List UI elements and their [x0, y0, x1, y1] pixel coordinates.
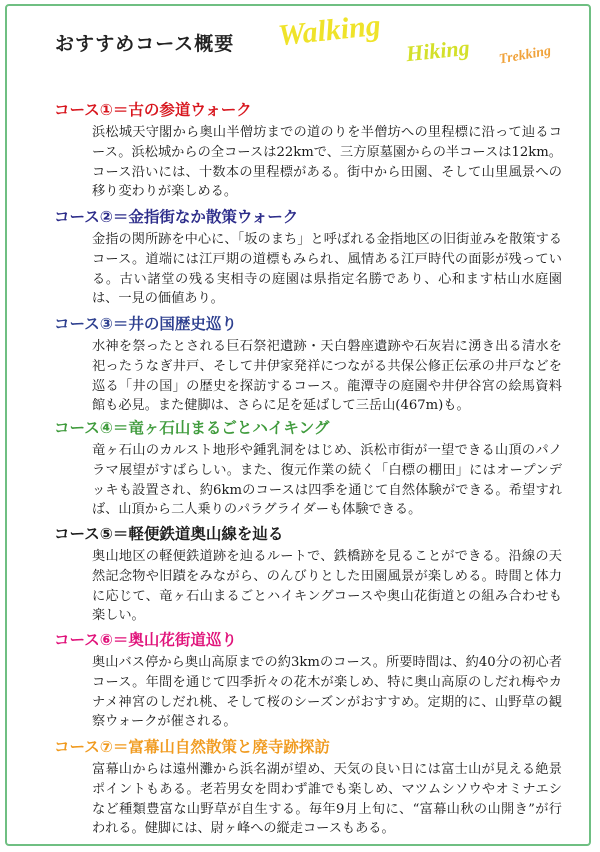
- course-description: 奥山バス停から奥山高原までの約3kmのコース。所要時間は、約40分の初心者コース。年間を通じて四季折々の花木が楽しめ、特に奥山高原のしだれ梅やカナメ神宮のしだれ桃、そして桜のシーズンがおすすめ。定期的に、山野草の観察ウォークが催される。: [92, 655, 562, 730]
- course-3: [36, 314, 576, 416]
- course-heading: コース⑦＝富幕山自然散策と廃寺跡探訪: [54, 738, 330, 756]
- course-6: [36, 630, 576, 732]
- course-description: 水神を祭ったとされる巨石祭祀遺跡・天白磐座遺跡や石灰岩に湧き出る清水を祀ったうなぎ井戸、そして井伊家発祥につながる共保公修正伝承の井戸などを巡る「井の国」の歴史を探訪するコース。龍潭寺の庭園や井伊谷宮の絵馬資料館も必見。また健脚は、さらに足を延ばして三岳山(467m)も。: [92, 339, 562, 414]
- course-7: [36, 737, 576, 839]
- course-description: 浜松城天守閣から奥山半僧坊までの道のりを半僧坊への里程標に沿って辿るコース。浜松城からの全コースは22kmで、三方原墓園からの半コースは12km。コース沿いには、十数本の里程標がある。街中から田園、そして山里風景への移り変わりが楽しめる。: [92, 125, 562, 200]
- course-heading: コース②＝金指街なか散策ウォーク: [54, 208, 299, 226]
- course-description: 奥山地区の軽便鉄道跡を辿るルートで、鉄橋跡を見ることができる。沿線の天然記念物や旧蹟をみながら、のんびりとした田園風景が楽しめる。時間と体力に応じて、竜ヶ石山まるごとハイキングコースや奥山花街道との組み合わせも楽しい。: [92, 549, 562, 624]
- course-1: [36, 100, 576, 202]
- page-title: おすすめコース概要: [55, 33, 235, 55]
- trekking-decoration: Trekking: [498, 43, 553, 68]
- hiking-decoration: Hiking: [404, 34, 471, 67]
- course-heading: コース⑤＝軽便鉄道奥山線を辿る: [54, 525, 284, 543]
- course-2: [36, 207, 576, 309]
- course-description: 金指の関所跡を中心に、「坂のまち」と呼ばれる金指地区の旧街並みを散策するコース。道端には江戸期の道標もみられ、風情ある江戸時代の面影が残っている。古い諸堂の残る実相寺の庭園は県指定名勝であり、心和ます枯山水庭園は、一見の価値あり。: [92, 232, 562, 307]
- course-heading: コース①＝古の参道ウォーク: [54, 101, 252, 119]
- course-5: [36, 524, 576, 626]
- walking-decoration: Walking: [276, 8, 383, 53]
- course-heading: コース④＝竜ヶ石山まるごとハイキング: [54, 419, 330, 437]
- course-description: 富幕山からは遠州灘から浜名湖が望め、天気の良い日には富士山が見える絶景ポイントもある。老若男女を問わず誰でも楽しめ、マツムシソウやオミナエシなど種類豊富な山野草が自生する。毎年9月上旬に、“富幕山秋の山開き”が行われる。健脚には、尉ヶ峰への縦走コースもある。: [92, 762, 562, 837]
- course-heading: コース⑥＝奥山花街道巡り: [54, 631, 237, 649]
- course-4: [36, 418, 576, 520]
- course-heading: コース③＝井の国歴史巡り: [54, 315, 237, 333]
- course-description: 竜ヶ石山のカルスト地形や鍾乳洞をはじめ、浜松市街が一望できる山頂のパノラマ展望がすばらしい。また、復元作業の続く「白標の棚田」にはオープンデッキも設置され、約6kmのコースは四季を通じて自然体験ができる。希望すれば、山頂から二人乗りのパラグライダーも体験できる。: [92, 443, 562, 518]
